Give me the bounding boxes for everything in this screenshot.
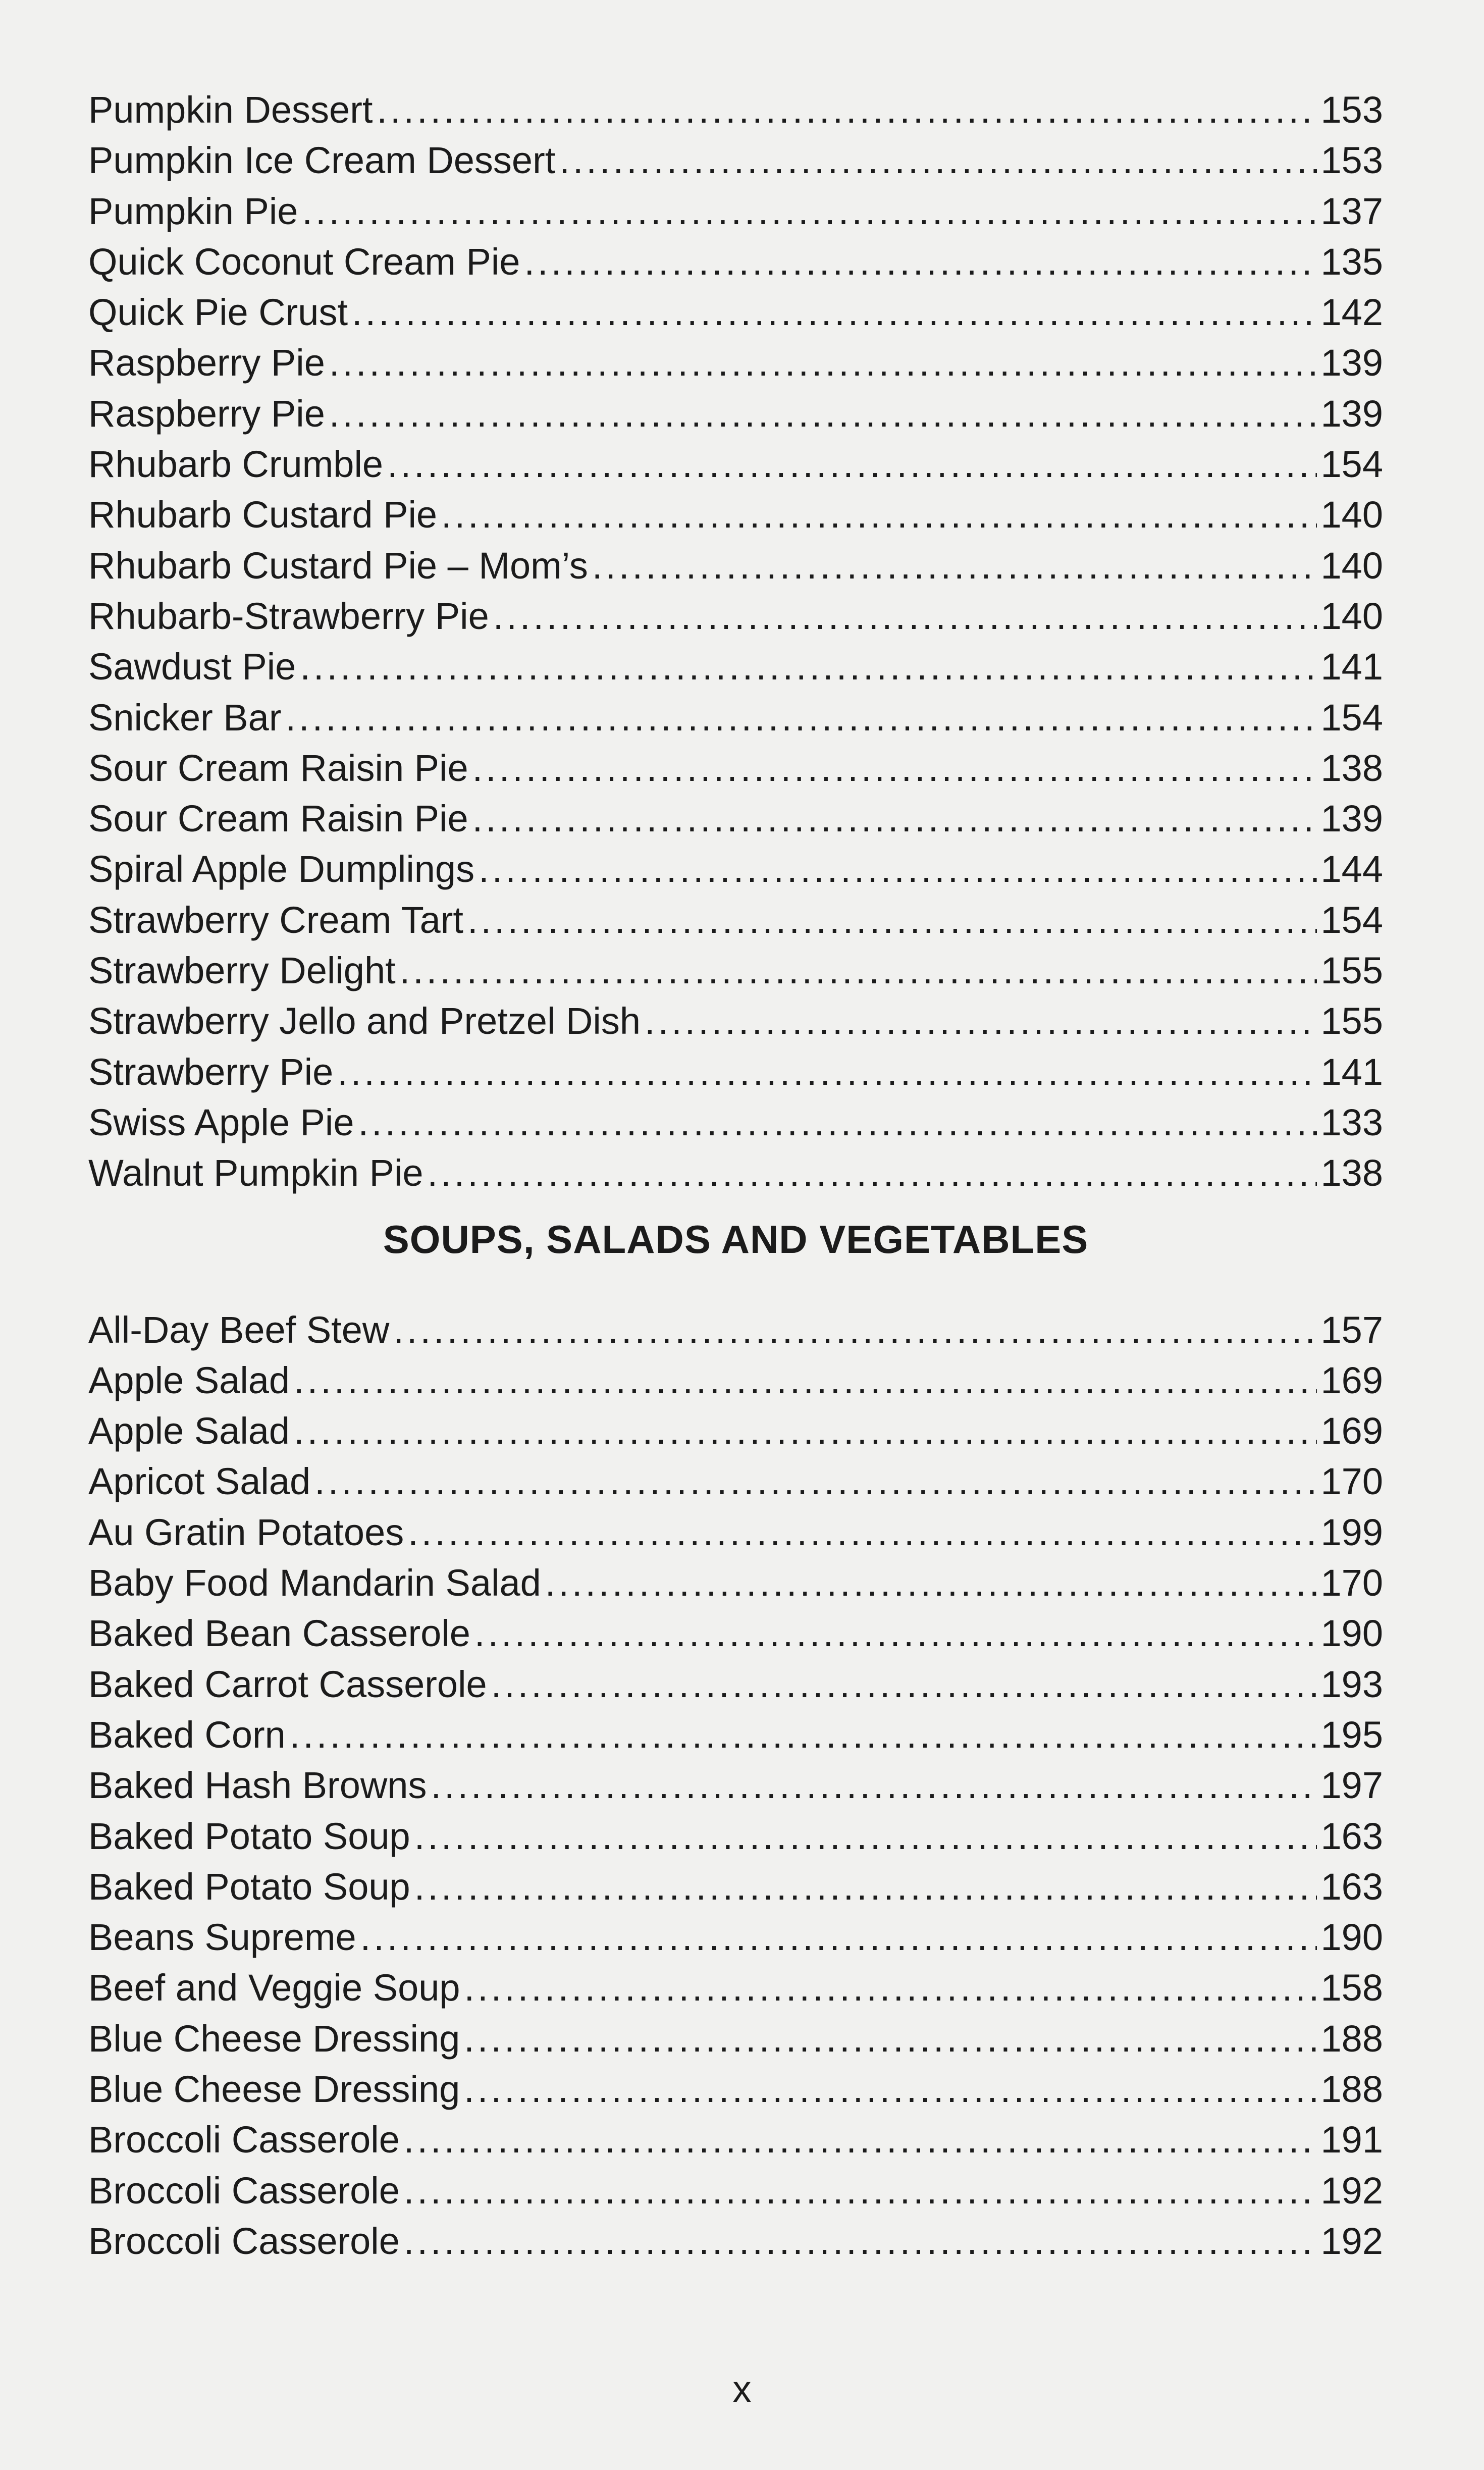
entry-title: Rhubarb Custard Pie – Mom’s <box>88 544 588 587</box>
entry-title: Apricot Salad <box>88 1460 311 1503</box>
entry-title: Rhubarb-Strawberry Pie <box>88 595 489 637</box>
index-entry <box>88 541 1383 591</box>
index-entry <box>88 389 1383 439</box>
dot-leader <box>302 186 1316 237</box>
entry-title: Pumpkin Pie <box>88 190 298 232</box>
entry-page-number: 199 <box>1320 1511 1383 1553</box>
entry-title: Sour Cream Raisin Pie <box>88 747 468 789</box>
dot-leader <box>491 1659 1317 1710</box>
dot-leader <box>592 541 1317 591</box>
entry-title: Strawberry Delight <box>88 950 396 992</box>
entry-page-number: 141 <box>1320 1050 1383 1093</box>
dot-leader <box>314 1456 1316 1507</box>
dot-leader <box>290 1710 1317 1760</box>
entry-page-number: 155 <box>1320 950 1383 992</box>
entry-title: Blue Cheese Dressing <box>88 2017 460 2060</box>
dot-leader <box>352 287 1317 338</box>
entry-page-number: 155 <box>1320 1000 1383 1042</box>
index-entry <box>88 1912 1383 1963</box>
entry-title: Quick Pie Crust <box>88 291 348 334</box>
dot-leader <box>329 389 1317 439</box>
entry-title: Baked Potato Soup <box>88 1865 410 1908</box>
entry-title: Rhubarb Crumble <box>88 443 384 486</box>
index-entry <box>88 1148 1383 1198</box>
dot-leader <box>404 2115 1317 2165</box>
index-entry <box>88 844 1383 895</box>
dot-leader <box>441 490 1316 540</box>
entry-title: Broccoli Casserole <box>88 2220 400 2262</box>
index-entry <box>88 2014 1383 2064</box>
entry-page-number: 190 <box>1320 1612 1383 1655</box>
entry-title: All-Day Beef Stew <box>88 1308 390 1351</box>
dot-leader <box>337 1047 1316 1097</box>
dot-leader <box>474 1608 1317 1659</box>
entry-page-number: 169 <box>1320 1410 1383 1452</box>
entry-page-number: 170 <box>1320 1562 1383 1604</box>
dot-leader <box>387 439 1316 490</box>
index-entry <box>88 1811 1383 1862</box>
entry-page-number: 141 <box>1320 646 1383 688</box>
index-entry <box>88 945 1383 996</box>
index-entry <box>88 1963 1383 2013</box>
page-folio: x <box>732 2368 752 2410</box>
index-entry <box>88 186 1383 237</box>
entry-title: Broccoli Casserole <box>88 2119 400 2161</box>
dot-leader <box>400 945 1317 996</box>
index-entry <box>88 1862 1383 1912</box>
entry-title: Beef and Veggie Soup <box>88 1967 460 2009</box>
dot-leader <box>479 844 1316 895</box>
entry-title: Broccoli Casserole <box>88 2169 400 2212</box>
entry-title: Sawdust Pie <box>88 646 296 688</box>
index-entry <box>88 135 1383 186</box>
dot-leader <box>464 2014 1316 2064</box>
entry-page-number: 138 <box>1320 1152 1383 1194</box>
entry-title: Rhubarb Custard Pie <box>88 494 438 536</box>
entry-title: Quick Coconut Cream Pie <box>88 240 520 283</box>
entry-title: Apple Salad <box>88 1410 290 1452</box>
index-entry <box>88 1760 1383 1811</box>
index-page <box>88 85 1383 2267</box>
index-entry <box>88 2216 1383 2267</box>
index-entry <box>88 2064 1383 2115</box>
dot-leader <box>472 743 1317 794</box>
dot-leader <box>467 895 1317 945</box>
entry-page-number: 133 <box>1320 1101 1383 1143</box>
index-entry <box>88 1558 1383 1608</box>
entry-page-number: 142 <box>1320 291 1383 334</box>
dot-leader <box>294 1406 1316 1456</box>
index-entry <box>88 85 1383 135</box>
dot-leader <box>360 1912 1317 1963</box>
entry-page-number: 139 <box>1320 392 1383 435</box>
entry-page-number: 153 <box>1320 139 1383 182</box>
entry-page-number: 192 <box>1320 2169 1383 2212</box>
index-entry <box>88 693 1383 743</box>
dot-leader <box>559 135 1316 186</box>
dot-leader <box>545 1558 1317 1608</box>
dot-leader <box>428 1148 1317 1198</box>
dot-leader <box>493 591 1317 642</box>
entry-title: Strawberry Jello and Pretzel Dish <box>88 1000 641 1042</box>
index-entry <box>88 1406 1383 1456</box>
entry-title: Strawberry Pie <box>88 1050 334 1093</box>
dot-leader <box>414 1862 1317 1912</box>
dot-leader <box>414 1811 1317 1862</box>
dot-leader <box>408 1507 1316 1558</box>
index-entry <box>88 642 1383 692</box>
index-entry <box>88 1710 1383 1760</box>
entry-page-number: 140 <box>1320 494 1383 536</box>
entry-title: Sour Cream Raisin Pie <box>88 798 468 840</box>
entry-page-number: 158 <box>1320 1967 1383 2009</box>
dot-leader <box>524 237 1316 287</box>
index-entry <box>88 338 1383 388</box>
index-section-desserts <box>88 85 1383 1199</box>
dot-leader <box>472 794 1317 844</box>
entry-page-number: 139 <box>1320 798 1383 840</box>
dot-leader <box>464 1963 1317 2013</box>
entry-title: Apple Salad <box>88 1359 290 1401</box>
entry-title: Baked Hash Browns <box>88 1764 427 1807</box>
entry-page-number: 169 <box>1320 1359 1383 1401</box>
entry-title: Au Gratin Potatoes <box>88 1511 404 1553</box>
entry-page-number: 191 <box>1320 2119 1383 2161</box>
index-entry <box>88 895 1383 945</box>
index-entry <box>88 439 1383 490</box>
index-entry <box>88 591 1383 642</box>
entry-title: Baked Corn <box>88 1713 286 1756</box>
entry-page-number: 140 <box>1320 595 1383 637</box>
entry-title: Walnut Pumpkin Pie <box>88 1152 423 1194</box>
dot-leader <box>358 1097 1317 1148</box>
index-entry <box>88 1047 1383 1097</box>
entry-page-number: 154 <box>1320 696 1383 739</box>
entry-title: Snicker Bar <box>88 696 282 739</box>
entry-page-number: 197 <box>1320 1764 1383 1807</box>
index-entry <box>88 794 1383 844</box>
index-entry <box>88 1305 1383 1355</box>
index-entry <box>88 490 1383 540</box>
index-entry <box>88 996 1383 1046</box>
entry-page-number: 188 <box>1320 2068 1383 2110</box>
entry-page-number: 193 <box>1320 1663 1383 1705</box>
entry-page-number: 154 <box>1320 443 1383 486</box>
dot-leader <box>329 338 1317 388</box>
index-entry <box>88 1659 1383 1710</box>
dot-leader <box>294 1355 1316 1406</box>
index-entry <box>88 743 1383 794</box>
entry-page-number: 192 <box>1320 2220 1383 2262</box>
entry-page-number: 138 <box>1320 747 1383 789</box>
index-section-soups-salads-vegetables <box>88 1305 1383 2267</box>
entry-title: Spiral Apple Dumplings <box>88 848 475 890</box>
entry-page-number: 195 <box>1320 1713 1383 1756</box>
entry-title: Blue Cheese Dressing <box>88 2068 460 2110</box>
index-entry <box>88 1097 1383 1148</box>
index-entry <box>88 1355 1383 1406</box>
entry-title: Raspberry Pie <box>88 392 325 435</box>
entry-page-number: 190 <box>1320 1916 1383 1959</box>
section-heading: SOUPS, SALADS AND VEGETABLES <box>383 1217 1089 1262</box>
entry-page-number: 188 <box>1320 2017 1383 2060</box>
dot-leader <box>377 85 1316 135</box>
entry-title: Pumpkin Dessert <box>88 89 373 131</box>
dot-leader <box>285 693 1316 743</box>
entry-page-number: 170 <box>1320 1460 1383 1503</box>
entry-page-number: 153 <box>1320 89 1383 131</box>
entry-title: Baked Bean Casserole <box>88 1612 470 1655</box>
entry-page-number: 135 <box>1320 240 1383 283</box>
entry-title: Baked Potato Soup <box>88 1815 410 1857</box>
index-entry <box>88 287 1383 338</box>
entry-title: Pumpkin Ice Cream Dessert <box>88 139 556 182</box>
index-entry <box>88 2115 1383 2165</box>
dot-leader <box>404 2216 1317 2267</box>
entry-page-number: 144 <box>1320 848 1383 890</box>
dot-leader <box>464 2064 1316 2115</box>
entry-title: Raspberry Pie <box>88 342 325 384</box>
entry-page-number: 163 <box>1320 1815 1383 1857</box>
entry-page-number: 137 <box>1320 190 1383 232</box>
entry-title: Swiss Apple Pie <box>88 1101 354 1143</box>
index-entry <box>88 1507 1383 1558</box>
entry-title: Baked Carrot Casserole <box>88 1663 487 1705</box>
dot-leader <box>645 996 1317 1046</box>
entry-title: Strawberry Cream Tart <box>88 899 463 941</box>
entry-page-number: 154 <box>1320 899 1383 941</box>
dot-leader <box>393 1305 1316 1355</box>
dot-leader <box>431 1760 1316 1811</box>
entry-title: Baby Food Mandarin Salad <box>88 1562 541 1604</box>
entry-page-number: 140 <box>1320 544 1383 587</box>
entry-page-number: 163 <box>1320 1865 1383 1908</box>
entry-title: Beans Supreme <box>88 1916 356 1959</box>
entry-page-number: 157 <box>1320 1308 1383 1351</box>
dot-leader <box>300 642 1316 692</box>
dot-leader <box>404 2166 1317 2216</box>
entry-page-number: 139 <box>1320 342 1383 384</box>
index-entry <box>88 2166 1383 2216</box>
index-entry <box>88 237 1383 287</box>
index-entry <box>88 1456 1383 1507</box>
index-entry <box>88 1608 1383 1659</box>
